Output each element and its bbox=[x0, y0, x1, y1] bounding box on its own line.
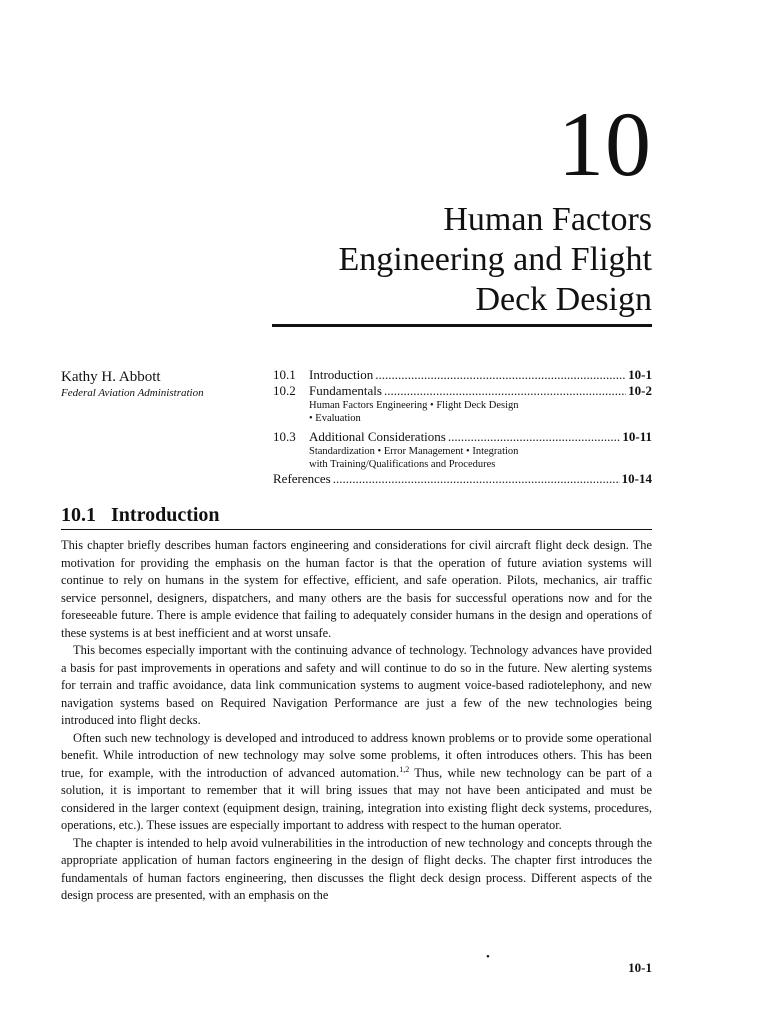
chapter-title-line: Engineering and Flight bbox=[338, 241, 652, 278]
toc-page: 10-1 bbox=[628, 367, 652, 382]
title-rule bbox=[272, 324, 652, 327]
toc-leader bbox=[448, 429, 621, 445]
author-name: Kathy H. Abbott bbox=[61, 369, 161, 385]
toc-number: 10.2 bbox=[273, 383, 296, 398]
toc-entry[interactable] bbox=[273, 367, 652, 383]
toc-leader bbox=[384, 383, 626, 399]
toc-number: 10.3 bbox=[273, 429, 296, 444]
chapter-title-line: Human Factors bbox=[443, 201, 652, 238]
toc-subtopics: Human Factors Engineering • Flight Deck Design bbox=[309, 400, 519, 411]
toc-entry[interactable] bbox=[273, 471, 652, 487]
toc-page: 10-2 bbox=[628, 383, 652, 398]
table-of-contents bbox=[273, 367, 652, 487]
toc-leader bbox=[333, 471, 620, 487]
toc-page: 10-14 bbox=[621, 471, 652, 486]
body-text bbox=[61, 537, 652, 905]
paragraph: This becomes especially important with the continuing advance of technology. Technology advances have provided a basis for past improvements in operations and safety and will continue to do so in the future. New alerting systems for terrain and traffic avoidance, data link communication systems to augment voice-based radiotelephony, and new navigation systems based on Required Navigation Performance are just a few of the new technologies being introduced into flight decks. bbox=[61, 643, 652, 727]
section-rule bbox=[61, 529, 652, 530]
toc-entry[interactable] bbox=[273, 429, 652, 445]
chapter-title bbox=[232, 200, 652, 320]
toc-label: Additional Considerations bbox=[309, 429, 446, 444]
toc-subtopics: • Evaluation bbox=[309, 413, 361, 424]
toc-subtopics: Standardization • Error Management • Integration bbox=[309, 446, 519, 457]
citation-superscript[interactable]: 1,2 bbox=[399, 764, 410, 774]
paragraph-text: Thus, while new technology can be part of a solution, it is important to remember that it will bring issues that may not have been anticipated and must be considered in the larger context (equipment design, training, integration into existing flight deck systems, procedures, operations, etc.). These issues are especially important to address with respect to the human operator. bbox=[61, 765, 652, 832]
toc-number: 10.1 bbox=[273, 367, 296, 382]
page-number: 10-1 bbox=[628, 960, 652, 975]
toc-label: References bbox=[273, 471, 331, 486]
paragraph bbox=[61, 730, 652, 835]
toc-subtopics: with Training/Qualifications and Procedures bbox=[309, 459, 496, 470]
toc-label: Fundamentals bbox=[309, 383, 382, 398]
paragraph: This chapter briefly describes human factors engineering and considerations for civil aircraft flight deck design. The motivation for providing the emphasis on the human factor is that the operation of future aviation systems will continue to rely on humans in the system for effective, efficient, and safe operation. Pilots, mechanics, air traffic service personnel, designers, dispatchers, and many others are the basis for successful operations now and for the foreseeable future. There is ample evidence that failing to adequately consider humans in the design and operations of these systems is at best inefficient and at worst unsafe. bbox=[61, 538, 652, 640]
toc-page: 10-11 bbox=[622, 429, 652, 444]
footer-mark: • bbox=[486, 951, 490, 963]
section-heading bbox=[61, 503, 220, 527]
chapter-title-line: Deck Design bbox=[475, 281, 652, 318]
toc-label: Introduction bbox=[309, 367, 374, 382]
section-number: 10.1 bbox=[61, 504, 96, 526]
author-affiliation: Federal Aviation Administration bbox=[61, 387, 204, 399]
paragraph: The chapter is intended to help avoid vulnerabilities in the introduction of new technology and concepts through the appropriate application of human factors engineering in the design of flight decks. The chapter first introduces the fundamentals of human factors engineering, then discusses the flight deck design process. Different aspects of the design process are presented, with an emphasis on the bbox=[61, 835, 652, 902]
chapter-number: 10 bbox=[558, 93, 652, 195]
paragraph-text: Often such new technology is developed and introduced to address known problems or to provide some operational benefit. While introduction of new technology may solve some problems, it often introduces others. This has been true, for example, with the introduction of advanced automation. bbox=[61, 730, 652, 780]
toc-entry[interactable] bbox=[273, 383, 652, 399]
section-title: Introduction bbox=[111, 504, 220, 526]
toc-leader bbox=[375, 367, 626, 383]
